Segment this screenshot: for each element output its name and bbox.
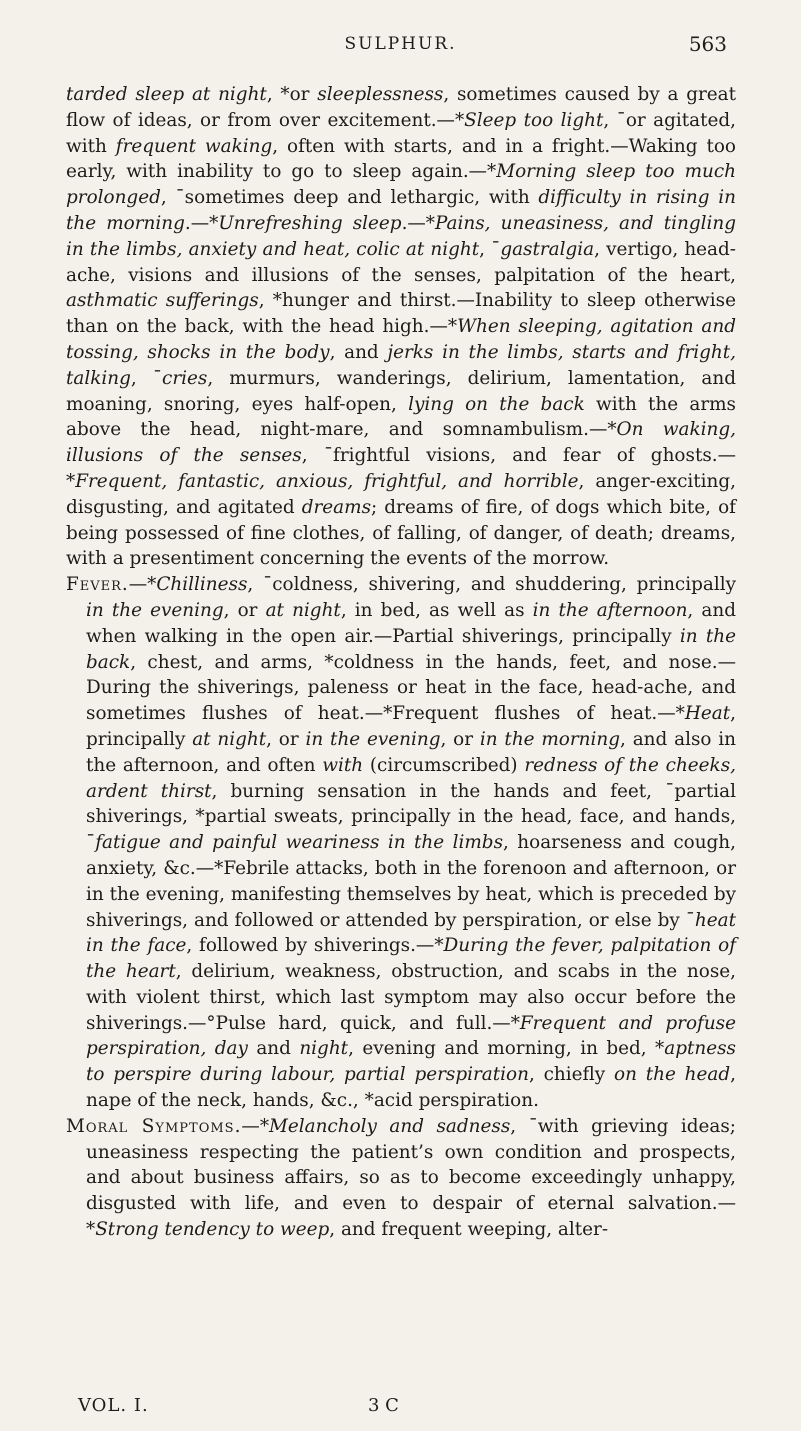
fever-paragraph: Fever.—*Chilliness, ¯coldness, shivering, and shuddering, principally in the evening, or at night, in bed, as well as in the afternoon, and when walking in the open air.—Partial shiverings, principally in the back, chest, and arms, *coldness in the hands, feet, and nose.—During the shiverings, paleness or heat in the face, head-ache, and sometimes flushes of heat.—*Frequent flushes of heat.—*Heat, principally at night, or in the evening, or in the morning, and also in the afternoon, and often with (circumscribed) redness of the cheeks, ardent thirst, burning sensation in the hands and feet, ¯partial shiverings, *partial sweats, principally in the head, face, and hands, ¯fatigue and painful weariness in the limbs, hoarseness and cough, anxiety, &c.—*Febrile attacks, both in the forenoon and afternoon, or in the evening, manifesting themselves by heat, which is preceded by shiverings, and followed or attended by perspiration, or else by ¯heat in the face, followed by shiverings.—*During the fever, palpitation of the heart, delirium, weakness, obstruction, and scabs in the nose, with violent thirst, which last symptom may also occur before the shiverings.—°Pulse hard, quick, and full.—*Frequent and profuse perspiration, day and night, evening and morning, in bed, *aptness to perspire during labour, partial perspiration, chiefly on the head, nape of the neck, hands, &c., *acid perspiration. — [66, 574, 737, 1112]
page-body — [66, 82, 736, 1243]
page-header — [0, 30, 801, 60]
running-title: SULPHUR. — [344, 34, 457, 54]
fever-heading: Fever. — [66, 574, 129, 596]
signature-mark: 3 C — [368, 1395, 399, 1416]
moral-symptoms-heading: Moral Symptoms. — [66, 1115, 242, 1137]
moral-symptoms-paragraph: Moral Symptoms.—*Melancholy and sadness, ¯with grieving ideas; uneasiness respecting the patient’s own condition and prospects, and about business affairs, so as to become exceedingly unhappy, disgusted with life, and even to despair of eternal salvation.—*Strong tendency to weep, and frequent weeping, alter- — [66, 1115, 736, 1241]
page-number: 563 — [688, 32, 727, 56]
volume-label: VOL. I. — [78, 1395, 149, 1416]
sleep-paragraph: tarded sleep at night, *or sleeplessness, sometimes caused by a great flow of ideas, or from over excitement.—*Sleep too light, ¯or agitated, with frequent waking, often with starts, and in a fright.—Waking too early, with inability to go to sleep again.—*Morning sleep too much prolonged, ¯sometimes deep and lethargic, with difficulty in rising in the morning.—*Unrefreshing sleep.—*Pains, uneasiness, and tingling in the limbs, anxiety and heat, colic at night, ¯gastralgia, vertigo, head-ache, visions and illusions of the senses, palpitation of the heart, asthmatic sufferings, *hunger and thirst.—Inability to sleep otherwise than on the back, with the head high.—*When sleeping, agitation and tossing, shocks in the body, and jerks in the limbs, starts and fright, talking, ¯cries, murmurs, wanderings, delirium, lamentation, and moaning, snoring, eyes half-open, lying on the back with the arms above the head, night-mare, and somnambulism.—*On waking, illusions of the senses, ¯frightful visions, and fear of ghosts.—*Frequent, fantastic, anxious, frightful, and horrible, anger-exciting, disgusting, and agitated dreams; dreams of fire, of dogs which bite, of being possessed of fine clothes, of falling, of danger, of death; dreams, with a presentiment concerning the events of the morrow. — [66, 84, 737, 570]
